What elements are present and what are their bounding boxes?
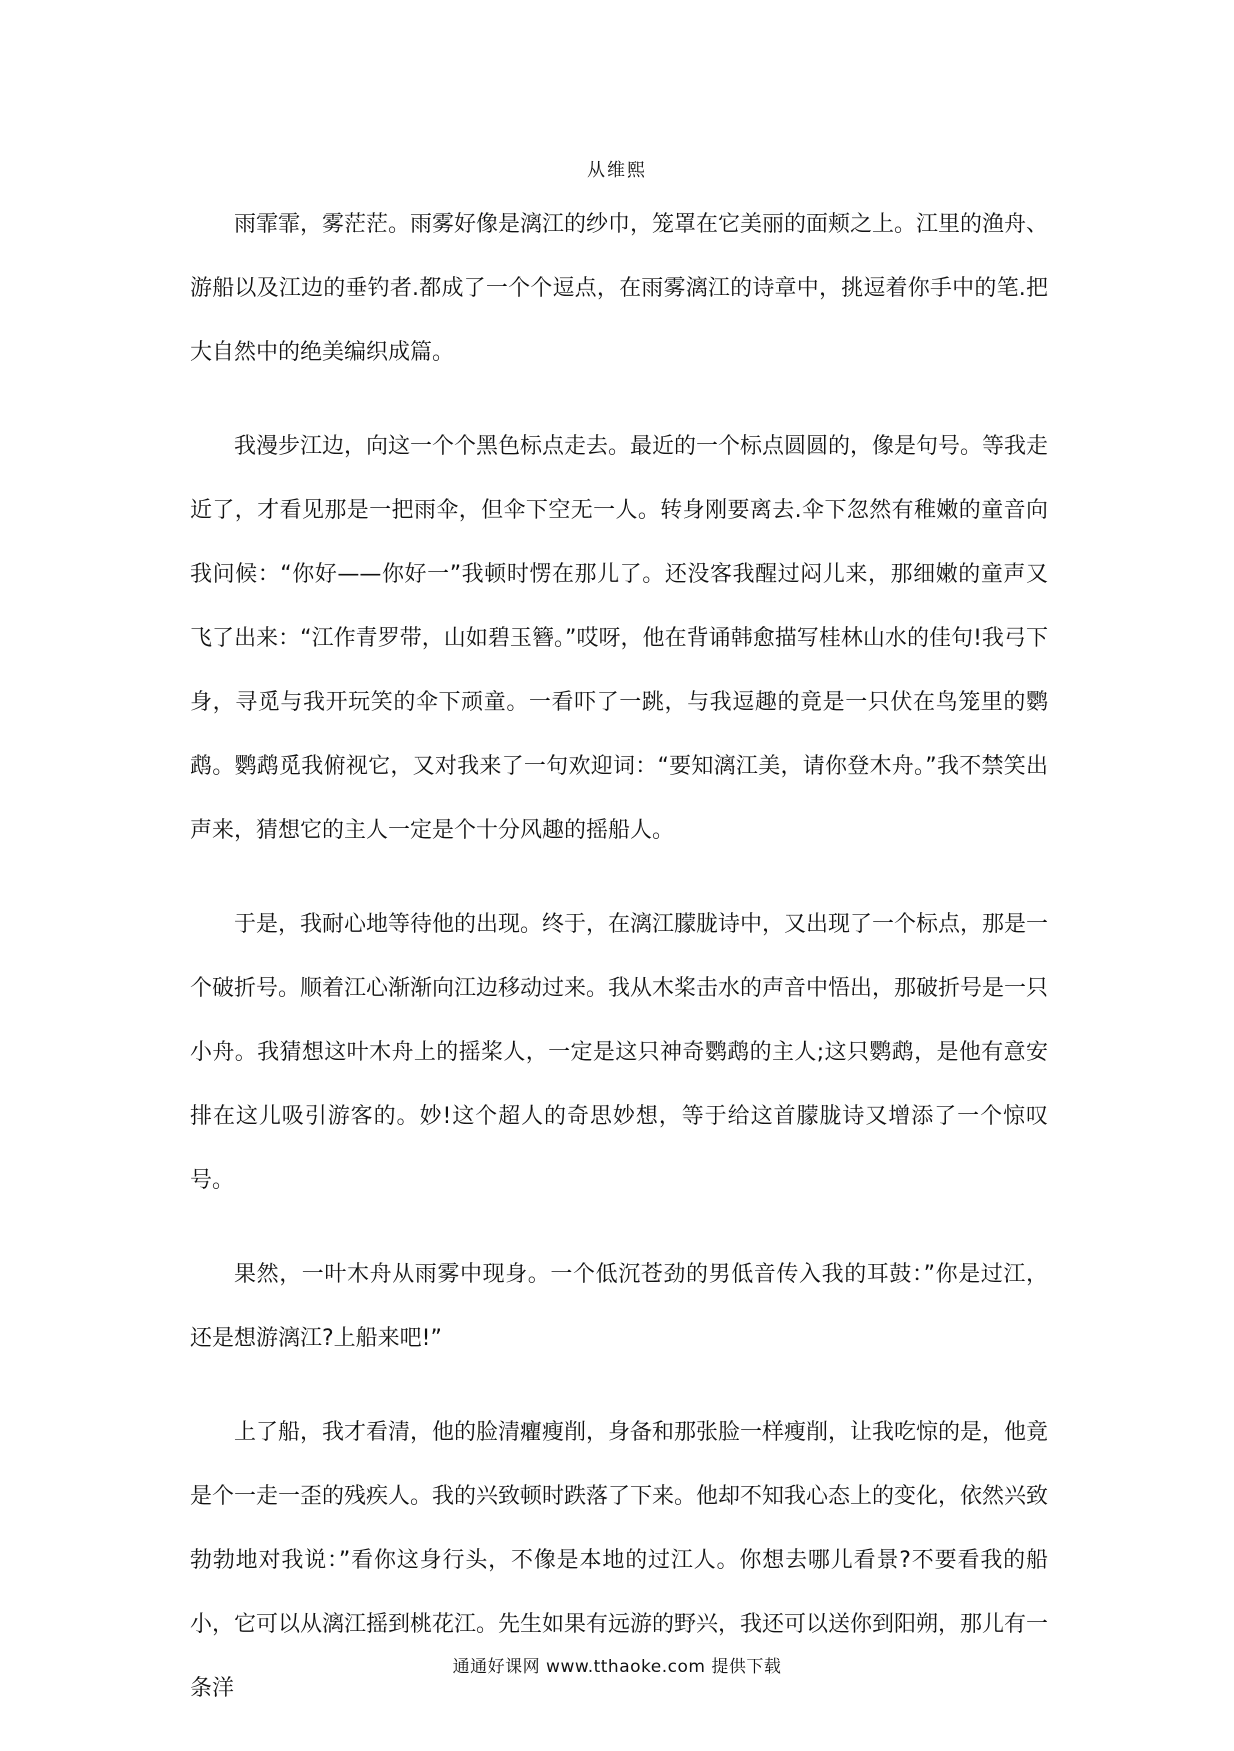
paragraph: 我漫步江边，向这一个个黑色标点走去。最近的一个标点圆圆的，像是句号。等我走近了，才看见那是一把雨伞，但伞下空无一人。转身刚要离去.伞下忽然有稚嫩的童音向我问候：“你好——你好一”我顿时愣在那儿了。还没客我醒过闷儿来，那细嫩的童声又飞了出来：“江作青罗带，山如碧玉簪。”哎呀，他在背诵韩愈描写桂林山水的佳句!我弓下身，寻觅与我开玩笑的伞下顽童。一看吓了一跳，与我逗趣的竟是一只伏在鸟笼里的鹦鹉。鹦鹉觅我俯视它，又对我来了一句欢迎词：“要知漓江美，请你登木舟。”我不禁笑出声来，猜想它的主人一定是个十分风趣的摇船人。 xyxy=(190,434,1049,843)
author-name: 从维熙 xyxy=(587,160,647,181)
paragraph: 雨霏霏，雾茫茫。雨雾好像是漓江的纱巾，笼罩在它美丽的面颊之上。江里的渔舟、游船以及江边的垂钓者.都成了一个个逗点，在雨雾漓江的诗章中，挑逗着你手中的笔.把大自然中的绝美编织成篇。 xyxy=(190,212,1049,365)
article-body xyxy=(190,193,1048,1751)
paragraph: 于是，我耐心地等待他的出现。终于，在漓江朦胧诗中，又出现了一个标点，那是一个破折号。顺着江心渐渐向江边移动过来。我从木桨击水的声音中悟出，那破折号是一只小舟。我猜想这叶木舟上的摇桨人，一定是这只神奇鹦鹉的主人;这只鹦鹉，是他有意安排在这儿吸引游客的。妙!这个超人的奇思妙想，等于给这首朦胧诗又增添了一个惊叹号。 xyxy=(190,912,1049,1193)
paragraph: 果然，一叶木舟从雨雾中现身。一个低沉苍劲的男低音传入我的耳鼓：”你是过江，还是想游漓江?上船来吧!” xyxy=(190,1262,1048,1351)
paragraph: 上了船，我才看清，他的脸清癯瘦削，身备和那张脸一样瘦削，让我吃惊的是，他竟是个一走一歪的残疾人。我的兴致顿时跌落了下来。他却不知我心态上的变化，依然兴致勃勃地对我说：”看你这身行头，不像是本地的过江人。你想去哪儿看景?不要看我的船小，它可以从漓江摇到桃花江。先生如果有远游的野兴，我还可以送你到阳朔，那儿有一条洋 xyxy=(190,1420,1049,1701)
footer-source-note: 通通好课网 www.tthaoke.com 提供下载 xyxy=(452,1657,782,1677)
